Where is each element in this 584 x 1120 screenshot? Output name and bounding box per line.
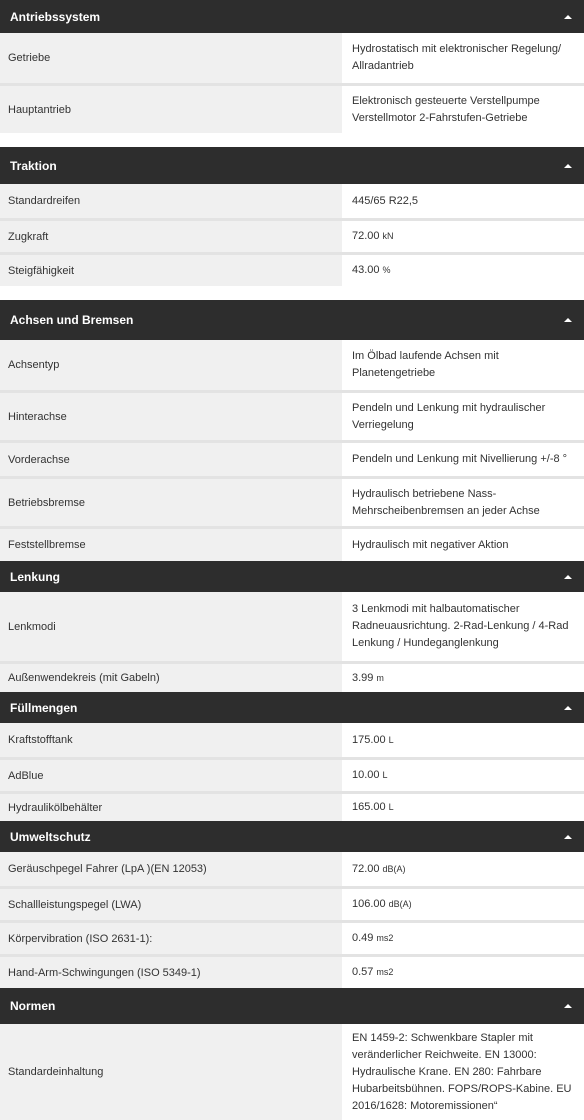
spec-row-feststellbremse xyxy=(0,526,584,561)
spec-unit: dB(A) xyxy=(382,863,406,874)
spec-value: EN 1459-2: Schwenkbare Stapler mit veränderlicher Reichweite. EN 13000: Hydraulische Krane. EN 280: Fahrbare Hubarbeitsbühnen. FOPS/ROPS-Kabine. EU 2016/1628: Motoremissionen“ xyxy=(342,1024,584,1120)
spec-row-achsentyp xyxy=(0,340,584,390)
spec-value-cell xyxy=(342,852,584,886)
spec-label: Betriebsbremse xyxy=(0,479,342,526)
spec-value: 3 Lenkmodi mit halbautomatischer Radneuausrichtung. 2-Rad-Lenkung / 4-Rad Lenkung / Hundeganglenkung xyxy=(342,592,584,661)
chevron-up-icon[interactable] xyxy=(564,15,572,19)
spec-value: 72.00 xyxy=(352,862,380,875)
spec-value-cell xyxy=(342,923,584,954)
spec-row-hand-arm-schwingungen xyxy=(0,954,584,988)
spec-value: 165.00 xyxy=(352,801,386,813)
spec-label: AdBlue xyxy=(0,760,342,791)
spec-value: 175.00 xyxy=(352,733,386,746)
spec-row-lenkmodi xyxy=(0,592,584,661)
section-header-achsen-und-bremsen[interactable] xyxy=(0,300,584,340)
chevron-up-icon[interactable] xyxy=(564,318,572,322)
spec-value: 106.00 xyxy=(352,898,386,910)
spec-label: Achsentyp xyxy=(0,340,342,390)
spec-label: Standardeinhaltung xyxy=(0,1024,342,1120)
spec-value-cell xyxy=(342,664,584,692)
section-lenkung xyxy=(0,561,584,692)
section-header-normen[interactable] xyxy=(0,988,584,1024)
spec-row-vorderachse xyxy=(0,440,584,476)
spec-label: Zugkraft xyxy=(0,221,342,252)
spec-value-cell xyxy=(342,794,584,821)
section-header-lenkung[interactable] xyxy=(0,561,584,592)
spec-value-cell xyxy=(342,723,584,757)
spec-label: Vorderachse xyxy=(0,443,342,476)
section-normen xyxy=(0,988,584,1120)
spec-row-aussenwendekreis xyxy=(0,661,584,692)
spec-unit: ms2 xyxy=(376,967,394,977)
spec-row-hauptantrieb xyxy=(0,83,584,133)
spec-unit: m xyxy=(376,672,384,683)
spec-row-geraeuschpegel xyxy=(0,852,584,886)
spec-value: Pendeln und Lenkung mit Nivellierung +/-8 ° xyxy=(342,443,584,476)
spec-label: Hydraulikölbehälter xyxy=(0,794,342,821)
spec-row-adblue xyxy=(0,757,584,791)
section-antriebssystem xyxy=(0,0,584,133)
spec-unit: L xyxy=(388,734,394,745)
spec-row-steigfaehigkeit xyxy=(0,252,584,286)
spec-label: Körpervibration (ISO 2631-1): xyxy=(0,923,342,954)
spec-value: Pendeln und Lenkung mit hydraulischer Verriegelung xyxy=(342,393,584,440)
chevron-up-icon[interactable] xyxy=(564,706,572,710)
section-achsen-und-bremsen xyxy=(0,300,584,561)
section-title: Achsen und Bremsen xyxy=(10,313,134,327)
spec-unit: ms2 xyxy=(376,933,394,943)
spec-value: 43.00 xyxy=(352,264,380,276)
spec-value-cell xyxy=(342,760,584,791)
spec-row-betriebsbremse xyxy=(0,476,584,526)
spec-row-standardeinhaltung xyxy=(0,1024,584,1120)
section-title: Füllmengen xyxy=(10,700,78,715)
section-traktion xyxy=(0,147,584,286)
spec-label: Getriebe xyxy=(0,33,342,83)
section-title: Lenkung xyxy=(10,569,60,584)
section-title: Antriebssystem xyxy=(10,9,101,24)
spec-unit: L xyxy=(382,770,388,780)
chevron-up-icon[interactable] xyxy=(564,575,572,579)
spec-label: Schallleistungspegel (LWA) xyxy=(0,889,342,920)
chevron-up-icon[interactable] xyxy=(564,1004,572,1008)
spec-row-getriebe xyxy=(0,33,584,83)
spec-value-cell xyxy=(342,957,584,988)
section-header-traktion[interactable] xyxy=(0,147,584,184)
section-title: Traktion xyxy=(10,158,57,173)
spec-value-cell xyxy=(342,221,584,252)
spec-value: 0.49 xyxy=(352,932,374,944)
spec-row-koerpervibration xyxy=(0,920,584,954)
section-header-fuellmengen[interactable] xyxy=(0,692,584,723)
spec-row-hinterachse xyxy=(0,390,584,440)
spec-label: Außenwendekreis (mit Gabeln) xyxy=(0,664,342,692)
spec-label: Standardreifen xyxy=(0,184,342,218)
spec-unit: dB(A) xyxy=(388,899,412,909)
spec-value-cell xyxy=(342,889,584,920)
spec-value: Hydraulisch mit negativer Aktion xyxy=(342,529,584,561)
spec-label: Lenkmodi xyxy=(0,592,342,661)
spec-value: Elektronisch gesteuerte Verstellpumpe Verstellmotor 2-Fahrstufen-Getriebe xyxy=(342,86,584,133)
section-title: Umweltschutz xyxy=(10,829,91,844)
spec-value: Hydraulisch betriebene Nass-Mehrscheibenbremsen an jeder Achse xyxy=(342,479,584,526)
spec-unit: L xyxy=(388,802,394,812)
spec-unit: kN xyxy=(382,231,394,241)
spec-value: Hydrostatisch mit elektronischer Regelung/ Allradantrieb xyxy=(342,33,584,83)
spec-value-cell xyxy=(342,255,584,286)
spec-value: Im Ölbad laufende Achsen mit Planetengetriebe xyxy=(342,340,584,390)
spec-label: Kraftstofftank xyxy=(0,723,342,757)
spec-row-schallleistungspegel xyxy=(0,886,584,920)
chevron-up-icon[interactable] xyxy=(564,835,572,839)
spec-row-zugkraft xyxy=(0,218,584,252)
section-header-umweltschutz[interactable] xyxy=(0,821,584,852)
spec-value: 10.00 xyxy=(352,769,380,781)
chevron-up-icon[interactable] xyxy=(564,164,572,168)
spec-label: Hinterachse xyxy=(0,393,342,440)
spec-label: Geräuschpegel Fahrer (LpA )(EN 12053) xyxy=(0,852,342,886)
spec-value: 3.99 xyxy=(352,671,374,684)
section-header-antriebssystem[interactable] xyxy=(0,0,584,33)
spec-unit: % xyxy=(382,265,391,275)
spec-value: 72.00 xyxy=(352,230,380,242)
spec-row-standardreifen xyxy=(0,184,584,218)
spec-label: Hauptantrieb xyxy=(0,86,342,133)
section-fuellmengen xyxy=(0,692,584,821)
spec-row-hydraulikoelbehaelter xyxy=(0,791,584,821)
spec-label: Hand-Arm-Schwingungen (ISO 5349-1) xyxy=(0,957,342,988)
spec-value: 445/65 R22,5 xyxy=(342,184,584,218)
spec-value: 0.57 xyxy=(352,966,374,978)
spec-row-kraftstofftank xyxy=(0,723,584,757)
spec-label: Feststellbremse xyxy=(0,529,342,561)
section-umweltschutz xyxy=(0,821,584,988)
section-title: Normen xyxy=(10,999,56,1013)
spec-label: Steigfähigkeit xyxy=(0,255,342,286)
